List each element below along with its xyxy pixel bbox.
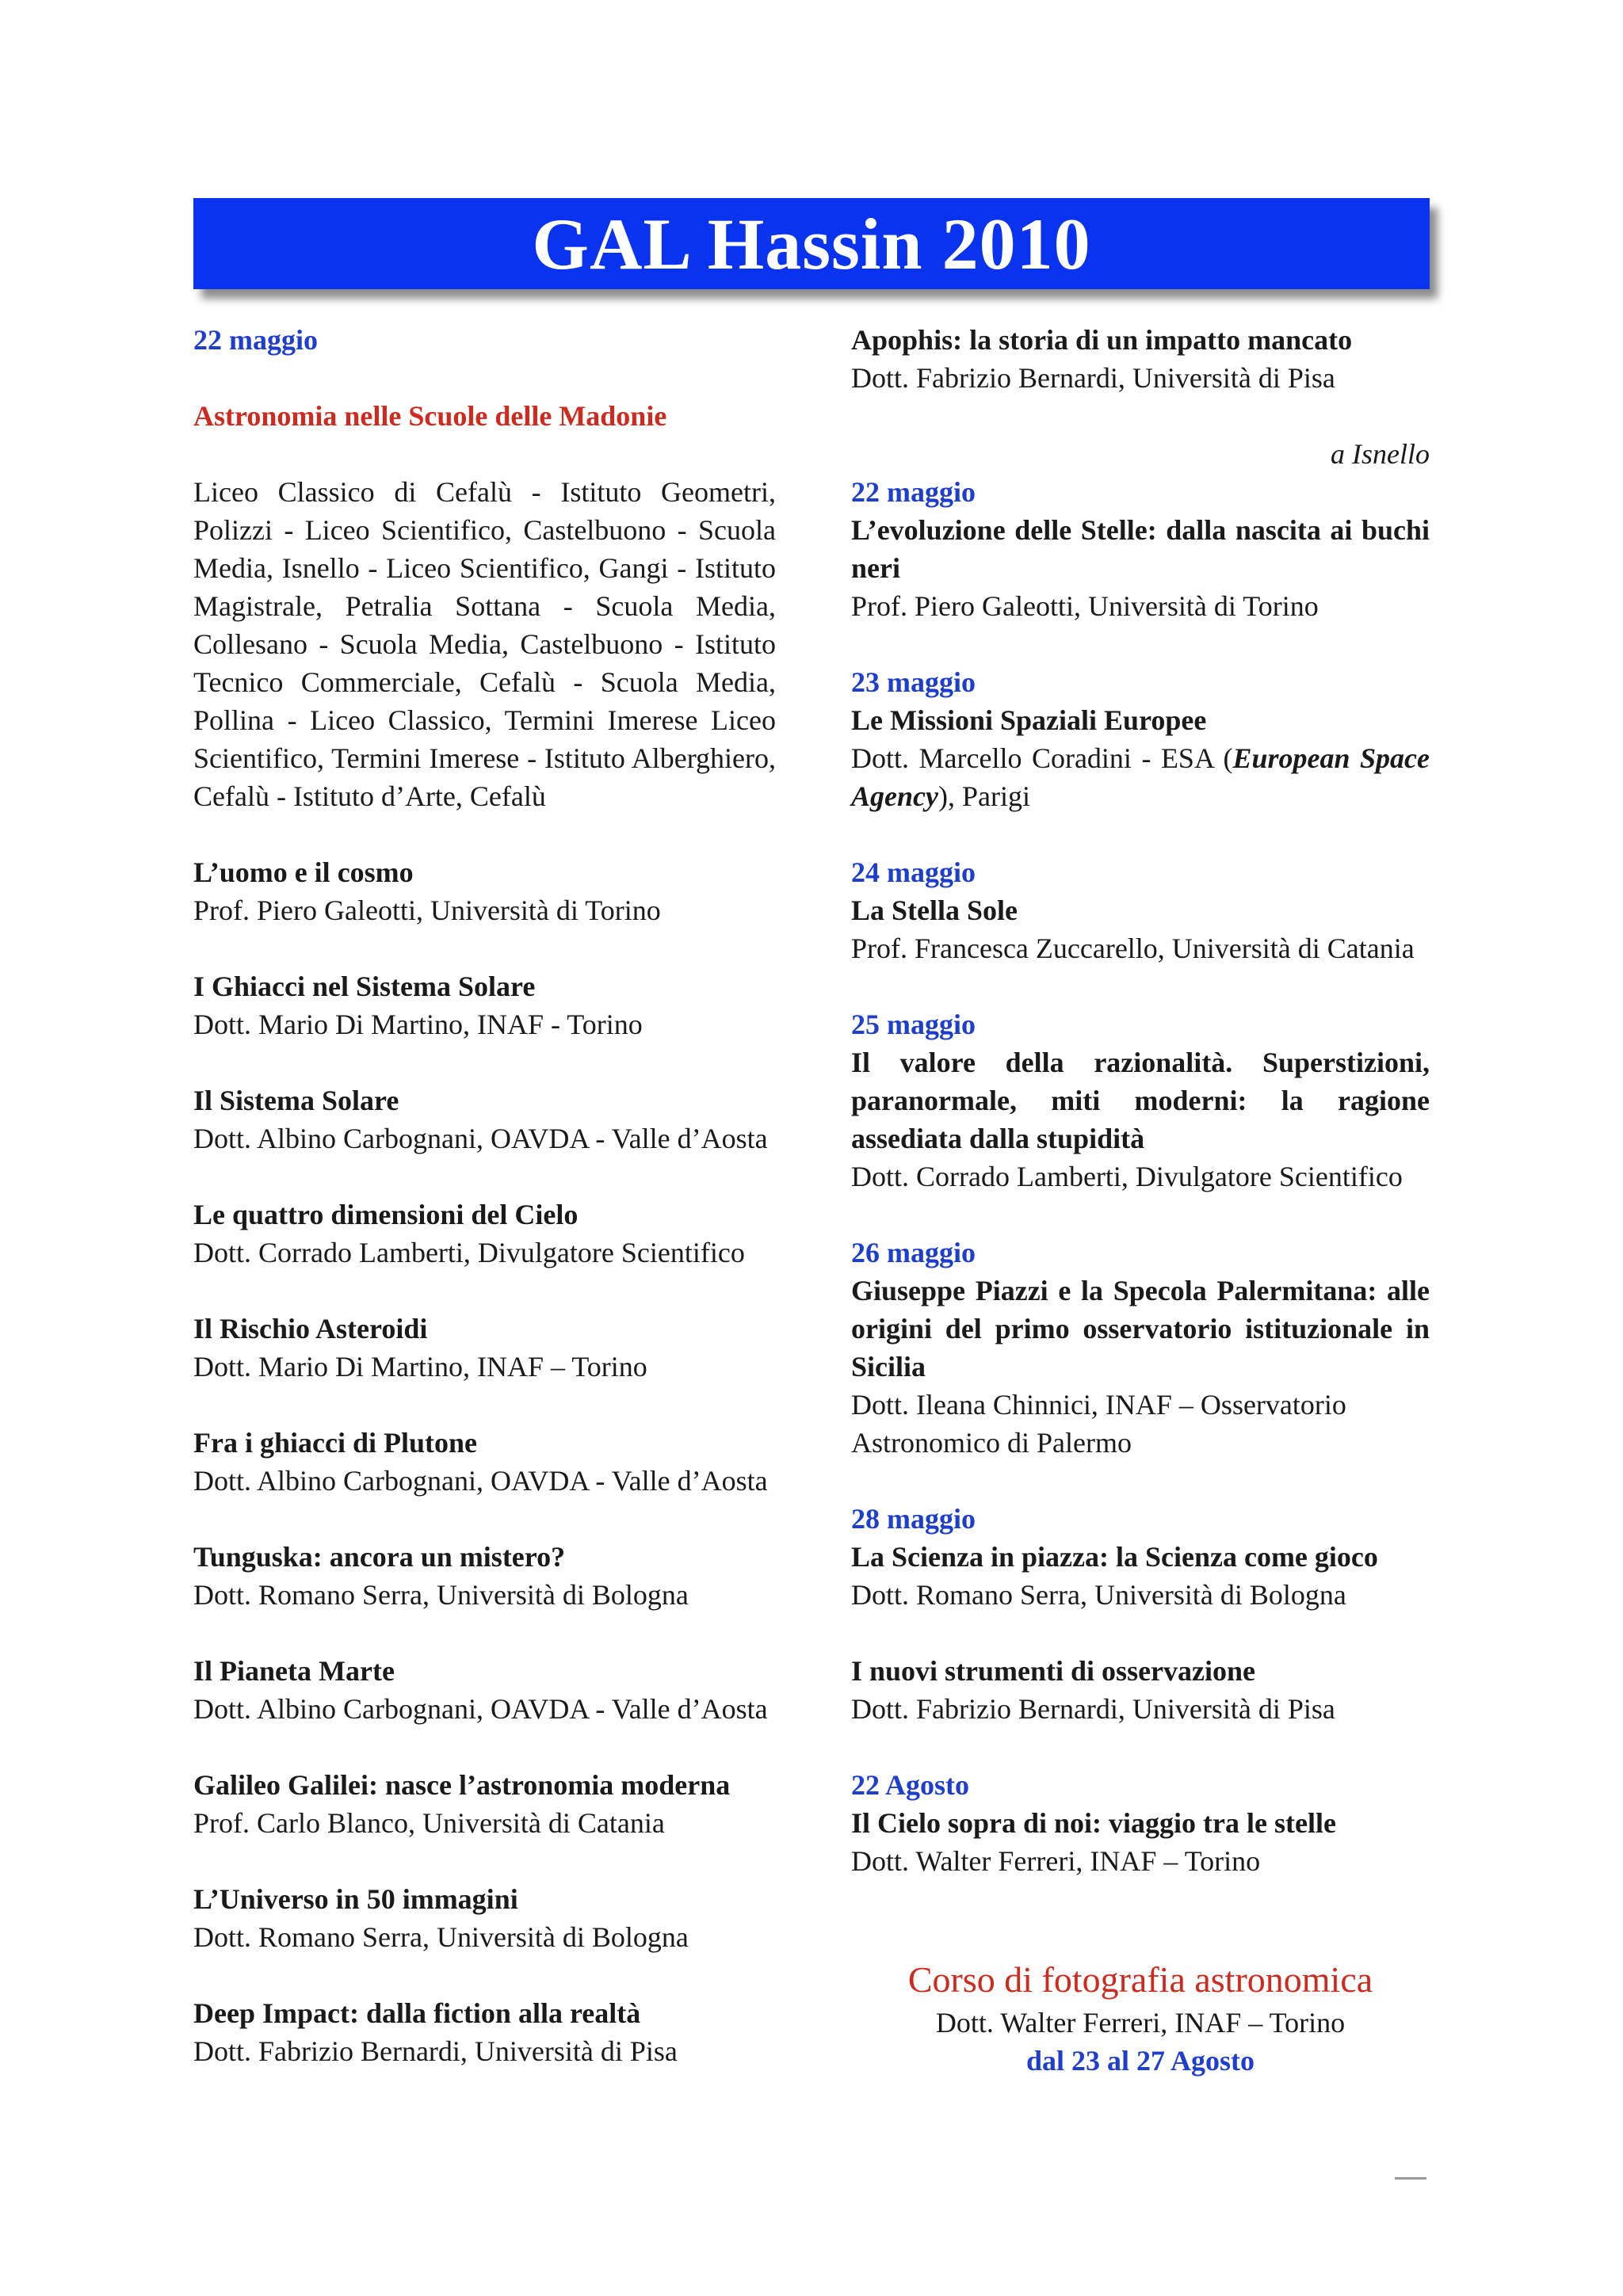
date-label: 22 maggio xyxy=(851,476,976,508)
spacer xyxy=(193,1842,776,1880)
course-title: Corso di fotografia astronomica xyxy=(907,1959,1373,2000)
talk-title: I nuovi strumenti di osservazione xyxy=(851,1655,1256,1687)
talk-title: Apophis: la storia di un impatto mancato xyxy=(851,324,1353,356)
talk-speaker: Prof. Piero Galeotti, Università di Torino xyxy=(851,590,1319,622)
talk-speaker xyxy=(851,739,1430,815)
program-title: Astronomia nelle Scuole delle Madonie xyxy=(193,400,667,432)
talk-title: I Ghiacci nel Sistema Solare xyxy=(193,971,536,1002)
date-label: 22 Agosto xyxy=(851,1769,970,1801)
talk-title: Giuseppe Piazzi e la Specola Palermitana: alle origini del primo osservatorio istituzionale in Sicilia xyxy=(851,1275,1430,1383)
talk-speaker: Dott. Mario Di Martino, INAF – Torino xyxy=(193,1351,647,1383)
talk-speaker: Dott. Ileana Chinnici, INAF – Osservatorio Astronomico di Palermo xyxy=(851,1389,1346,1459)
talk-title: La Scienza in piazza: la Scienza come gioco xyxy=(851,1541,1378,1573)
speaker-text: ), Parigi xyxy=(938,780,1030,812)
spacer xyxy=(851,1614,1430,1652)
date-label: 24 maggio xyxy=(851,856,976,888)
talk-title: Il Sistema Solare xyxy=(193,1085,399,1116)
talk-title: L’Universo in 50 immagini xyxy=(193,1883,518,1915)
spacer xyxy=(193,1386,776,1424)
date-label: 25 maggio xyxy=(851,1009,976,1040)
spacer xyxy=(851,625,1430,663)
spacer xyxy=(193,1728,776,1766)
talk-title: Il Rischio Asteroidi xyxy=(193,1313,428,1344)
talk-title: La Stella Sole xyxy=(851,894,1018,926)
spacer xyxy=(193,1158,776,1196)
talk-title: Il Pianeta Marte xyxy=(193,1655,395,1687)
right-column xyxy=(851,321,1430,2080)
course-block xyxy=(851,1956,1430,2080)
talk-speaker: Prof. Francesca Zuccarello, Università di Catania xyxy=(851,933,1415,964)
talk-title: Il Cielo sopra di noi: viaggio tra le stelle xyxy=(851,1807,1336,1839)
spacer xyxy=(851,1728,1430,1766)
spacer xyxy=(193,815,776,853)
talk-title: L’uomo e il cosmo xyxy=(193,856,414,888)
speaker-emphasis: European Space Agency xyxy=(851,742,1430,812)
left-column xyxy=(193,321,776,2070)
talk-speaker: Dott. Romano Serra, Università di Bologna xyxy=(851,1579,1346,1611)
date-label: 22 maggio xyxy=(193,324,318,356)
page-title: GAL Hassin 2010 xyxy=(532,203,1091,284)
course-dates: dal 23 al 27 Agosto xyxy=(1025,2045,1255,2077)
spacer xyxy=(193,1272,776,1310)
talk-title: Tunguska: ancora un mistero? xyxy=(193,1541,566,1573)
talk-title: Deep Impact: dalla fiction alla realtà xyxy=(193,1997,641,2029)
page-number-mark xyxy=(1395,2177,1426,2180)
spacer xyxy=(193,1500,776,1538)
schools-list: Liceo Classico di Cefalù - Istituto Geometri, Polizzi - Liceo Scientifico, Castelbuono - Scuola Media, Isnello - Liceo Scientifico, Gangi - Istituto Magistrale, Petralia Sottana - Scuola Media, Collesano - Scuola Media, Castelbuono - Istituto Tecnico Commerciale, Cefalù - Scuola Media, Pollina - Liceo Classico, Termini Imerese Liceo Scientifico, Termini Imerese - Istituto Alberghiero, Cefalù - Istituto d’Arte, Cefalù xyxy=(193,476,776,812)
spacer xyxy=(193,1956,776,1994)
talk-speaker: Dott. Romano Serra, Università di Bologna xyxy=(193,1921,689,1953)
talk-speaker: Dott. Fabrizio Bernardi, Università di Pisa xyxy=(851,1693,1335,1725)
talk-speaker: Dott. Romano Serra, Università di Bologna xyxy=(193,1579,689,1611)
talk-title: Il valore della razionalità. Superstizioni, paranormale, miti moderni: la ragione assediata dalla stupidità xyxy=(851,1047,1430,1154)
event-list xyxy=(851,473,1430,1880)
title-banner xyxy=(193,198,1430,289)
talk-speaker: Prof. Carlo Blanco, Università di Catania xyxy=(193,1807,665,1839)
speaker-text: Dott. Marcello Coradini - ESA ( xyxy=(851,742,1233,774)
spacer xyxy=(851,1462,1430,1500)
spacer xyxy=(193,1614,776,1652)
talk-title: Le quattro dimensioni del Cielo xyxy=(193,1199,579,1230)
talk-speaker: Dott. Fabrizio Bernardi, Università di Pisa xyxy=(193,2035,678,2067)
talk-speaker: Dott. Fabrizio Bernardi, Università di Pisa xyxy=(851,362,1335,394)
talk-title: L’evoluzione delle Stelle: dalla nascita ai buchi neri xyxy=(851,514,1430,584)
talk-speaker: Dott. Corrado Lamberti, Divulgatore Scientifico xyxy=(193,1237,745,1268)
talk-speaker: Dott. Corrado Lamberti, Divulgatore Scientifico xyxy=(851,1161,1403,1192)
date-label: 26 maggio xyxy=(851,1237,976,1268)
talk-speaker: Dott. Walter Ferreri, INAF – Torino xyxy=(851,1845,1261,1877)
spacer xyxy=(851,967,1430,1005)
spacer xyxy=(851,1196,1430,1234)
spacer xyxy=(193,929,776,967)
talk-speaker: Prof. Piero Galeotti, Università di Torino xyxy=(193,894,661,926)
talk-title: Le Missioni Spaziali Europee xyxy=(851,704,1207,736)
talk-title: Fra i ghiacci di Plutone xyxy=(193,1427,477,1459)
talk-title: Galileo Galilei: nasce l’astronomia moderna xyxy=(193,1769,731,1801)
spacer xyxy=(851,815,1430,853)
date-label: 23 maggio xyxy=(851,666,976,698)
talk-list xyxy=(193,815,776,2070)
talk-speaker: Dott. Albino Carbognani, OAVDA - Valle d’Aosta xyxy=(193,1465,768,1497)
talk-speaker: Dott. Albino Carbognani, OAVDA - Valle d’Aosta xyxy=(193,1123,768,1154)
course-speaker: Dott. Walter Ferreri, INAF – Torino xyxy=(935,2007,1346,2039)
spacer xyxy=(193,1043,776,1081)
talk-speaker: Dott. Mario Di Martino, INAF - Torino xyxy=(193,1009,643,1040)
talk-speaker: Dott. Albino Carbognani, OAVDA - Valle d’Aosta xyxy=(193,1693,768,1725)
date-label: 28 maggio xyxy=(851,1503,976,1535)
location-label: a Isnello xyxy=(1331,438,1430,470)
